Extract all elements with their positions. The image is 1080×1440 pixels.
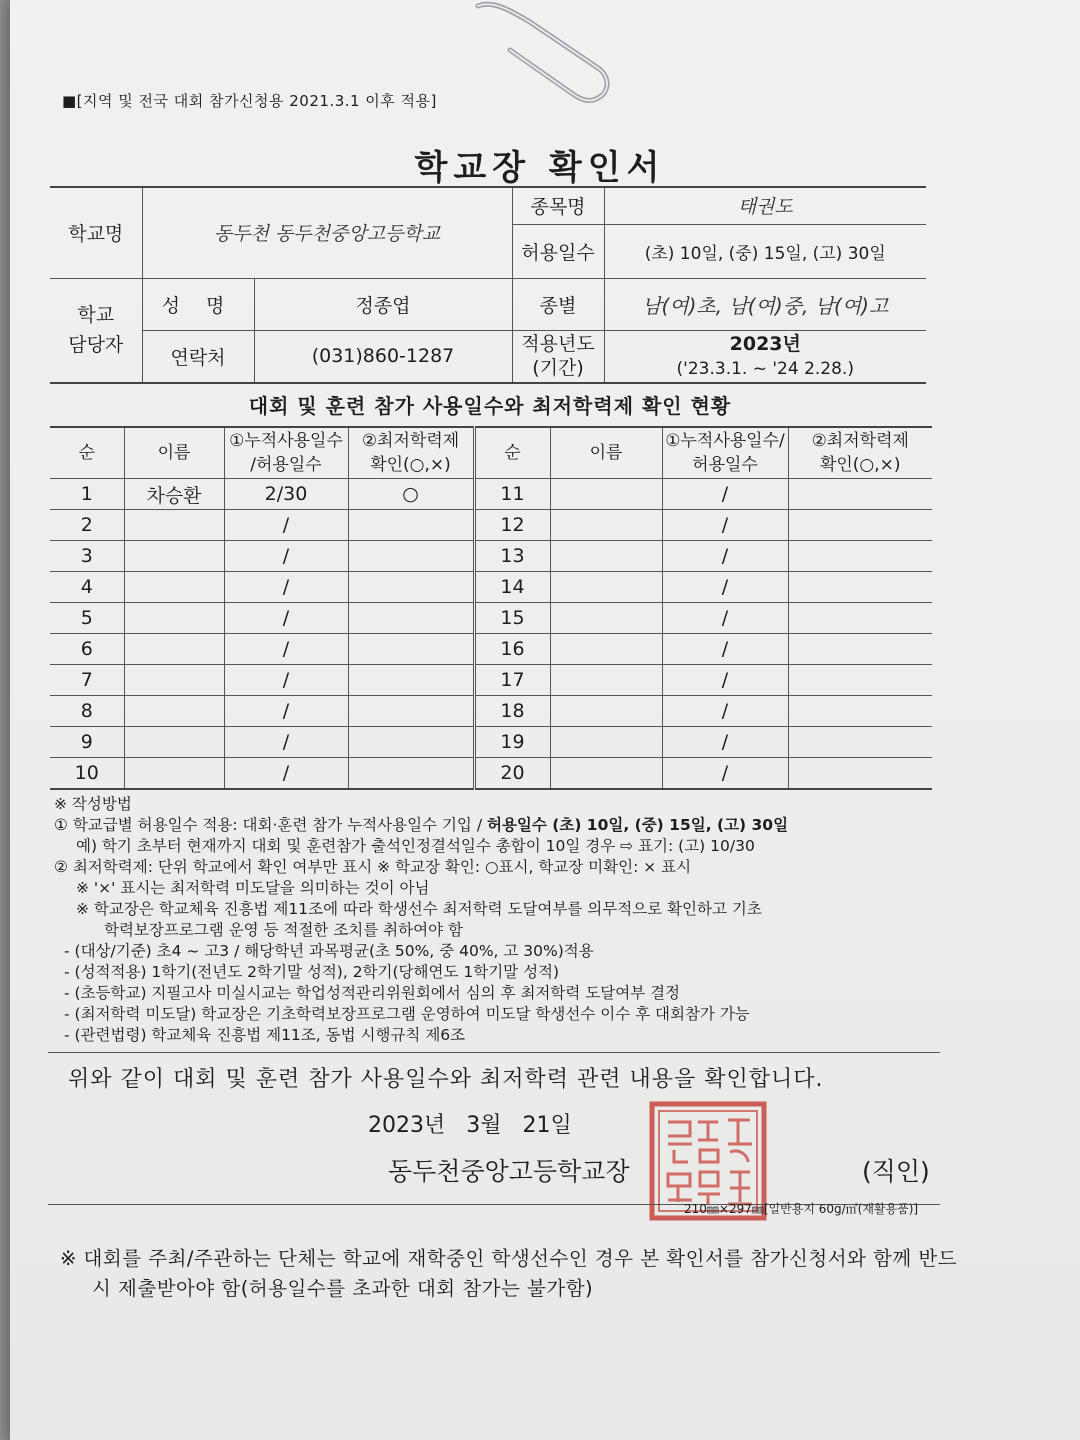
status-no: 8 bbox=[50, 696, 124, 727]
status-days-2: / bbox=[662, 541, 788, 572]
status-days: / bbox=[224, 727, 348, 758]
divider bbox=[48, 1052, 940, 1053]
status-check-2 bbox=[788, 696, 932, 727]
name-label: 성 명 bbox=[142, 278, 254, 330]
status-no-2: 20 bbox=[474, 758, 550, 790]
table-row bbox=[50, 727, 932, 758]
status-check-2 bbox=[788, 603, 932, 634]
status-days-2: / bbox=[662, 572, 788, 603]
detail-2: - (성적적용) 1학기(전년도 2학기말 성적), 2학기(당해연도 1학기말 성적) bbox=[64, 963, 560, 981]
table-row bbox=[50, 603, 932, 634]
confirmation-text: 위와 같이 대회 및 훈련 참가 사용일수와 최저학력 관련 내용을 확인합니다. bbox=[68, 1067, 824, 1092]
principal-name: 동두천중앙고등학교장 bbox=[388, 1157, 630, 1186]
status-no: 10 bbox=[50, 758, 124, 790]
manager-label: 학교 담당자 bbox=[50, 278, 142, 383]
status-name bbox=[124, 696, 224, 727]
status-name-2 bbox=[550, 727, 662, 758]
status-check bbox=[348, 603, 474, 634]
status-check bbox=[348, 727, 474, 758]
paper-clip-icon bbox=[470, 0, 630, 110]
year-label: 적용년도 (기간) bbox=[512, 330, 604, 383]
status-days-2: / bbox=[662, 479, 788, 510]
status-name bbox=[124, 634, 224, 665]
status-name-2 bbox=[550, 603, 662, 634]
table-row bbox=[50, 634, 932, 665]
school-label: 학교명 bbox=[50, 187, 142, 278]
col-days-2: ①누적사용일수/ 허용일수 bbox=[662, 427, 788, 479]
detail-4: - (최저학력 미도달) 학교장은 기초학력보장프로그램 운영하여 미도달 학생선수 이수 후 대회참가 가능 bbox=[64, 1005, 750, 1023]
status-no: 2 bbox=[50, 510, 124, 541]
status-name-2 bbox=[550, 479, 662, 510]
status-no: 6 bbox=[50, 634, 124, 665]
status-days-2: / bbox=[662, 634, 788, 665]
paper-spec: 210㎜×297㎜[일반용지 60g/㎡(재활용품)] bbox=[684, 1202, 919, 1216]
status-check bbox=[348, 572, 474, 603]
status-days: / bbox=[224, 696, 348, 727]
instruction-2a: ② 최저학력제: 단위 학교에서 확인 여부만 표시 ※ 학교장 확인: ○표시, 학교장 미확인: × 표시 bbox=[54, 858, 692, 876]
status-days: / bbox=[224, 634, 348, 665]
status-no: 9 bbox=[50, 727, 124, 758]
col-no-2: 순 bbox=[474, 427, 550, 479]
col-min-check-2: ②최저학력제 확인(○,×) bbox=[788, 427, 932, 479]
status-name-2 bbox=[550, 758, 662, 790]
footnote-line-1: ※ 대회를 주최/주관하는 단체는 학교에 재학중인 학생선수인 경우 본 확인서를 참가신청서와 함께 반드 bbox=[60, 1247, 958, 1270]
table-row bbox=[50, 572, 932, 603]
status-check-2 bbox=[788, 758, 932, 790]
status-days-2: / bbox=[662, 758, 788, 790]
instructions bbox=[54, 794, 944, 1046]
table-row bbox=[50, 696, 932, 727]
col-days: ①누적사용일수 /허용일수 bbox=[224, 427, 348, 479]
status-days-2: / bbox=[662, 696, 788, 727]
status-days: / bbox=[224, 541, 348, 572]
footnote-line-2: 시 제출받아야 함(허용일수를 초과한 대회 참가는 불가함) bbox=[92, 1277, 594, 1300]
status-no: 4 bbox=[50, 572, 124, 603]
status-check-2 bbox=[788, 479, 932, 510]
detail-1: - (대상/기준) 초4 ~ 고3 / 해당학년 과목평균(초 50%, 중 40%, 고 30%)적용 bbox=[64, 942, 594, 960]
status-name-2 bbox=[550, 696, 662, 727]
contact-label: 연락처 bbox=[142, 330, 254, 383]
allowed-days-label: 허용일수 bbox=[512, 224, 604, 278]
year-value: 2023년 ('23.3.1. ~ '24 2.28.) bbox=[604, 330, 926, 383]
gender-value: 남(여)초, 남(여)중, 남(여)고 bbox=[604, 278, 926, 330]
status-check: ○ bbox=[348, 479, 474, 510]
status-check-2 bbox=[788, 572, 932, 603]
table-row bbox=[50, 665, 932, 696]
status-subtitle: 대회 및 훈련 참가 사용일수와 최저학력제 확인 현황 bbox=[248, 394, 732, 418]
status-name bbox=[124, 603, 224, 634]
status-no-2: 13 bbox=[474, 541, 550, 572]
status-no-2: 11 bbox=[474, 479, 550, 510]
table-row bbox=[50, 479, 932, 510]
status-days: / bbox=[224, 758, 348, 790]
status-table bbox=[50, 426, 932, 790]
status-no-2: 18 bbox=[474, 696, 550, 727]
status-no: 5 bbox=[50, 603, 124, 634]
status-check bbox=[348, 665, 474, 696]
status-days: / bbox=[224, 510, 348, 541]
contact-value: (031)860-1287 bbox=[254, 330, 512, 383]
status-days-2: / bbox=[662, 603, 788, 634]
status-days-2: / bbox=[662, 665, 788, 696]
status-name: 차승환 bbox=[124, 479, 224, 510]
status-check bbox=[348, 510, 474, 541]
instruction-2b: ※ '×' 표시는 최저학력 미도달을 의미하는 것이 아님 bbox=[76, 879, 430, 897]
instruction-1a: ① 학교급별 허용일수 적용: 대회·훈련 참가 누적사용일수 기입 / 허용일수 (초) 10일, (중) 15일, (고) 30일 bbox=[54, 816, 789, 834]
status-name bbox=[124, 758, 224, 790]
status-name bbox=[124, 541, 224, 572]
status-name bbox=[124, 572, 224, 603]
name-value: 정종엽 bbox=[254, 278, 512, 330]
status-no-2: 12 bbox=[474, 510, 550, 541]
school-value: 동두천 동두천중앙고등학교 bbox=[142, 187, 512, 278]
status-name-2 bbox=[550, 510, 662, 541]
event-value: 태권도 bbox=[604, 187, 926, 224]
status-check-2 bbox=[788, 510, 932, 541]
status-check-2 bbox=[788, 727, 932, 758]
table-row bbox=[50, 510, 932, 541]
status-days: / bbox=[224, 572, 348, 603]
status-check bbox=[348, 696, 474, 727]
status-no-2: 15 bbox=[474, 603, 550, 634]
status-name bbox=[124, 665, 224, 696]
status-check-2 bbox=[788, 541, 932, 572]
status-header-row bbox=[50, 427, 932, 479]
status-no-2: 16 bbox=[474, 634, 550, 665]
document-title: 학교장 확인서 bbox=[414, 148, 666, 188]
info-table bbox=[50, 186, 926, 384]
footnote bbox=[60, 1244, 1030, 1304]
status-check bbox=[348, 758, 474, 790]
instructions-heading: ※ 작성방법 bbox=[54, 795, 132, 813]
status-check-2 bbox=[788, 634, 932, 665]
issue-date: 2023년 3월 21일 bbox=[368, 1113, 572, 1138]
status-days-2: / bbox=[662, 510, 788, 541]
status-days: 2/30 bbox=[224, 479, 348, 510]
status-name-2 bbox=[550, 572, 662, 603]
instruction-1b: 예) 학기 초부터 현재까지 대회 및 훈련참가 출석인정결석일수 총합이 10일 경우 ⇨ 표기: (고) 10/30 bbox=[76, 837, 755, 855]
table-row bbox=[50, 758, 932, 790]
detail-5: - (관련법령) 학교체육 진흥법 제11조, 동법 시행규칙 제6조 bbox=[64, 1026, 466, 1044]
status-name-2 bbox=[550, 634, 662, 665]
allowed-days-value: (초) 10일, (중) 15일, (고) 30일 bbox=[604, 224, 926, 278]
status-days: / bbox=[224, 603, 348, 634]
detail-3: - (초등학교) 지필고사 미실시교는 학업성적관리위원회에서 심의 후 최저학력 도달여부 결정 bbox=[64, 984, 681, 1002]
col-no: 순 bbox=[50, 427, 124, 479]
col-name-2: 이름 bbox=[550, 427, 662, 479]
status-name bbox=[124, 510, 224, 541]
status-days: / bbox=[224, 665, 348, 696]
table-row bbox=[50, 541, 932, 572]
gender-label: 종별 bbox=[512, 278, 604, 330]
status-check bbox=[348, 541, 474, 572]
status-check bbox=[348, 634, 474, 665]
col-name: 이름 bbox=[124, 427, 224, 479]
status-days-2: / bbox=[662, 727, 788, 758]
status-no-2: 14 bbox=[474, 572, 550, 603]
status-no: 7 bbox=[50, 665, 124, 696]
col-min-check: ②최저학력제 확인(○,×) bbox=[348, 427, 474, 479]
form-header-tag: ■[지역 및 전국 대회 참가신청용 2021.3.1 이후 적용] bbox=[62, 92, 437, 110]
status-check-2 bbox=[788, 665, 932, 696]
seal-label: (직인) bbox=[862, 1157, 930, 1186]
status-name bbox=[124, 727, 224, 758]
status-name-2 bbox=[550, 541, 662, 572]
instruction-2d: 학력보장프로그램 운영 등 적절한 조치를 취하여야 함 bbox=[104, 921, 463, 939]
status-name-2 bbox=[550, 665, 662, 696]
status-no: 1 bbox=[50, 479, 124, 510]
event-label: 종목명 bbox=[512, 187, 604, 224]
status-no-2: 17 bbox=[474, 665, 550, 696]
status-no: 3 bbox=[50, 541, 124, 572]
instruction-2c: ※ 학교장은 학교체육 진흥법 제11조에 따라 학생선수 최저학력 도달여부를 의무적으로 확인하고 기초 bbox=[76, 900, 762, 918]
status-no-2: 19 bbox=[474, 727, 550, 758]
